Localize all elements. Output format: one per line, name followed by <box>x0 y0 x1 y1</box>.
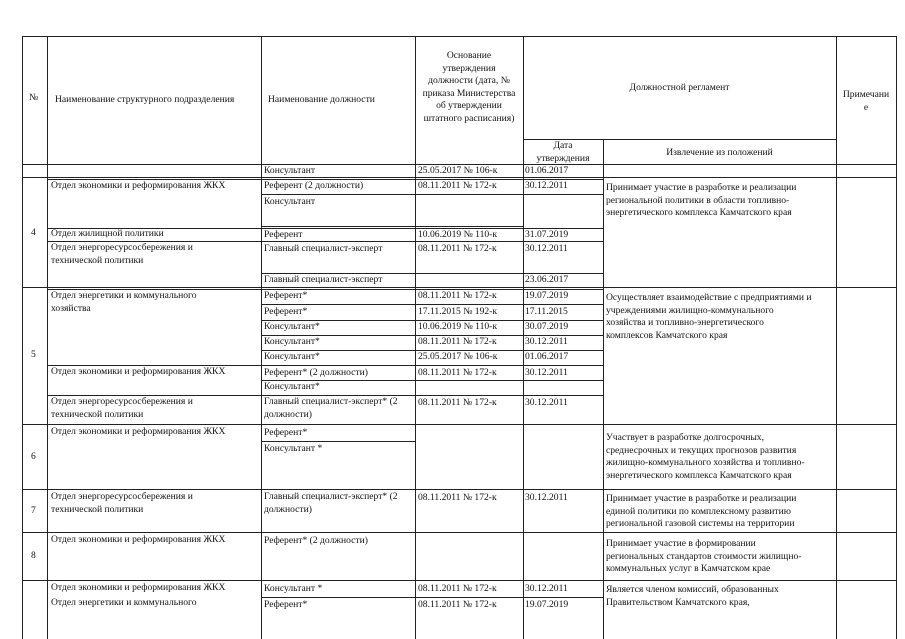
basis-cell: 25.05.2017 № 106-к <box>418 165 498 176</box>
row-number: 5 <box>31 349 36 360</box>
position-cell: Референт* <box>264 599 308 610</box>
basis-cell: 08.11.2011 № 172-к <box>418 336 497 347</box>
basis-cell: 25.05.2017 № 106-к <box>418 351 498 362</box>
position-cell: Консультант * <box>264 583 323 594</box>
department-cell: Отдел экономики и реформирования ЖКХ <box>51 180 226 191</box>
extract-cell: Осуществляет взаимодействие с предприятиями и учреждениями жилищно-коммунального хозяйства и топливно-энергетического комплексов Камчатского края <box>606 292 812 341</box>
department-cell: Отдел энергоресурсосбережения и технической политики <box>51 396 193 420</box>
extract-cell: Участвует в разработке долгосрочных, среднесрочных и текущих прогнозов развития жилищно-коммунального хозяйства и топливно- энергетического комплекса Камчатского края <box>606 432 805 481</box>
row-number: 8 <box>31 550 36 561</box>
header-num: № <box>29 92 39 103</box>
department-cell: Отдел экономики и реформирования ЖКХ <box>51 426 226 437</box>
row-number: 6 <box>31 451 36 462</box>
department-cell: Отдел энергетики и коммунального хозяйства <box>51 290 197 314</box>
date-cell: 30.12.2011 <box>525 583 568 594</box>
department-cell: Отдел энергоресурсосбережения и технической политики <box>51 491 193 515</box>
row-number: 7 <box>31 505 36 516</box>
position-cell: Консультант* <box>264 351 320 362</box>
extract-cell: Принимает участие в разработке и реализации единой политики по комплексному развитию региональной газовой системы на территории <box>606 493 797 530</box>
header-approval-date: Дата утверждения <box>536 140 590 164</box>
row-number: 4 <box>31 227 36 238</box>
header-note: Примечани е <box>842 89 890 113</box>
extract-cell: Является членом комиссий, образованных Правительством Камчатского края, <box>606 584 779 608</box>
basis-cell: 08.11.2011 № 172-к <box>418 180 497 191</box>
position-cell: Референт (2 должности) <box>264 180 364 191</box>
date-cell: 30.12.2011 <box>525 336 568 347</box>
position-cell: Главный специалист-эксперт <box>264 274 383 285</box>
position-cell: Консультант * <box>264 443 323 454</box>
position-cell: Референт* (2 должности) <box>264 535 368 546</box>
basis-cell: 08.11.2011 № 172-к <box>418 367 497 378</box>
header-reglament: Должностной регламент <box>629 82 730 93</box>
basis-cell: 17.11.2015 № 192-к <box>418 306 498 317</box>
department-cell: Отдел энергетики и коммунального <box>51 597 197 608</box>
date-cell: 19.07.2019 <box>525 599 569 610</box>
department-cell: Отдел энергоресурсосбережения и технической политики <box>51 242 193 266</box>
basis-cell: 08.11.2011 № 172-к <box>418 290 497 301</box>
position-cell: Референт* <box>264 427 308 438</box>
date-cell: 30.12.2011 <box>525 180 568 191</box>
extract-cell: Принимает участие в разработке и реализации региональной политики в области топливно- энергетического комплекса Камчатского края <box>606 182 797 219</box>
date-cell: 01.06.2017 <box>525 351 569 362</box>
position-cell: Главный специалист-эксперт* (2 должности) <box>264 396 398 420</box>
date-cell: 01.06.2017 <box>525 165 569 176</box>
position-cell: Консультант <box>264 196 316 207</box>
date-cell: 30.07.2019 <box>525 321 569 332</box>
position-cell: Референт* (2 должности) <box>264 367 368 378</box>
date-cell: 30.12.2011 <box>525 367 568 378</box>
basis-cell: 10.06.2019 № 110-к <box>418 321 498 332</box>
department-cell: Отдел экономики и реформирования ЖКХ <box>51 582 226 593</box>
position-cell: Консультант* <box>264 321 320 332</box>
date-cell: 17.11.2015 <box>525 306 568 317</box>
position-cell: Консультант* <box>264 336 320 347</box>
extract-cell: Принимает участие в формировании региональных стандартов стоимости жилищно- коммунальных услуг в Камчатском крае <box>606 538 802 575</box>
header-position: Наименование должности <box>268 94 375 105</box>
header-extract: Извлечение из положений <box>666 147 773 158</box>
department-cell: Отдел жилищной политики <box>51 228 164 239</box>
position-cell: Консультант* <box>264 381 320 392</box>
date-cell: 19.07.2019 <box>525 290 569 301</box>
basis-cell: 08.11.2011 № 172-к <box>418 599 497 610</box>
position-cell: Главный специалист-эксперт* (2 должности) <box>264 491 398 515</box>
position-cell: Референт* <box>264 306 308 317</box>
department-cell: Отдел экономики и реформирования ЖКХ <box>51 534 226 545</box>
date-cell: 23.06.2017 <box>525 274 569 285</box>
header-basis: Основание утверждения должности (дата, № приказа Министерства об утверждении штатного расписания) <box>422 50 516 124</box>
position-cell: Главный специалист-эксперт <box>264 243 383 254</box>
header-department: Наименование структурного подразделения <box>55 94 235 105</box>
date-cell: 31.07.2019 <box>525 229 569 240</box>
department-cell: Отдел экономики и реформирования ЖКХ <box>51 366 226 377</box>
basis-cell: 08.11.2011 № 172-к <box>418 397 497 408</box>
basis-cell: 10.06.2019 № 110-к <box>418 229 498 240</box>
position-cell: Консультант <box>264 165 316 176</box>
position-cell: Референт* <box>264 290 308 301</box>
basis-cell: 08.11.2011 № 172-к <box>418 492 497 503</box>
position-cell: Референт <box>264 229 303 240</box>
basis-cell: 08.11.2011 № 172-к <box>418 583 497 594</box>
basis-cell: 08.11.2011 № 172-к <box>418 243 497 254</box>
date-cell: 30.12.2011 <box>525 397 568 408</box>
date-cell: 30.12.2011 <box>525 492 568 503</box>
date-cell: 30.12.2011 <box>525 243 568 254</box>
